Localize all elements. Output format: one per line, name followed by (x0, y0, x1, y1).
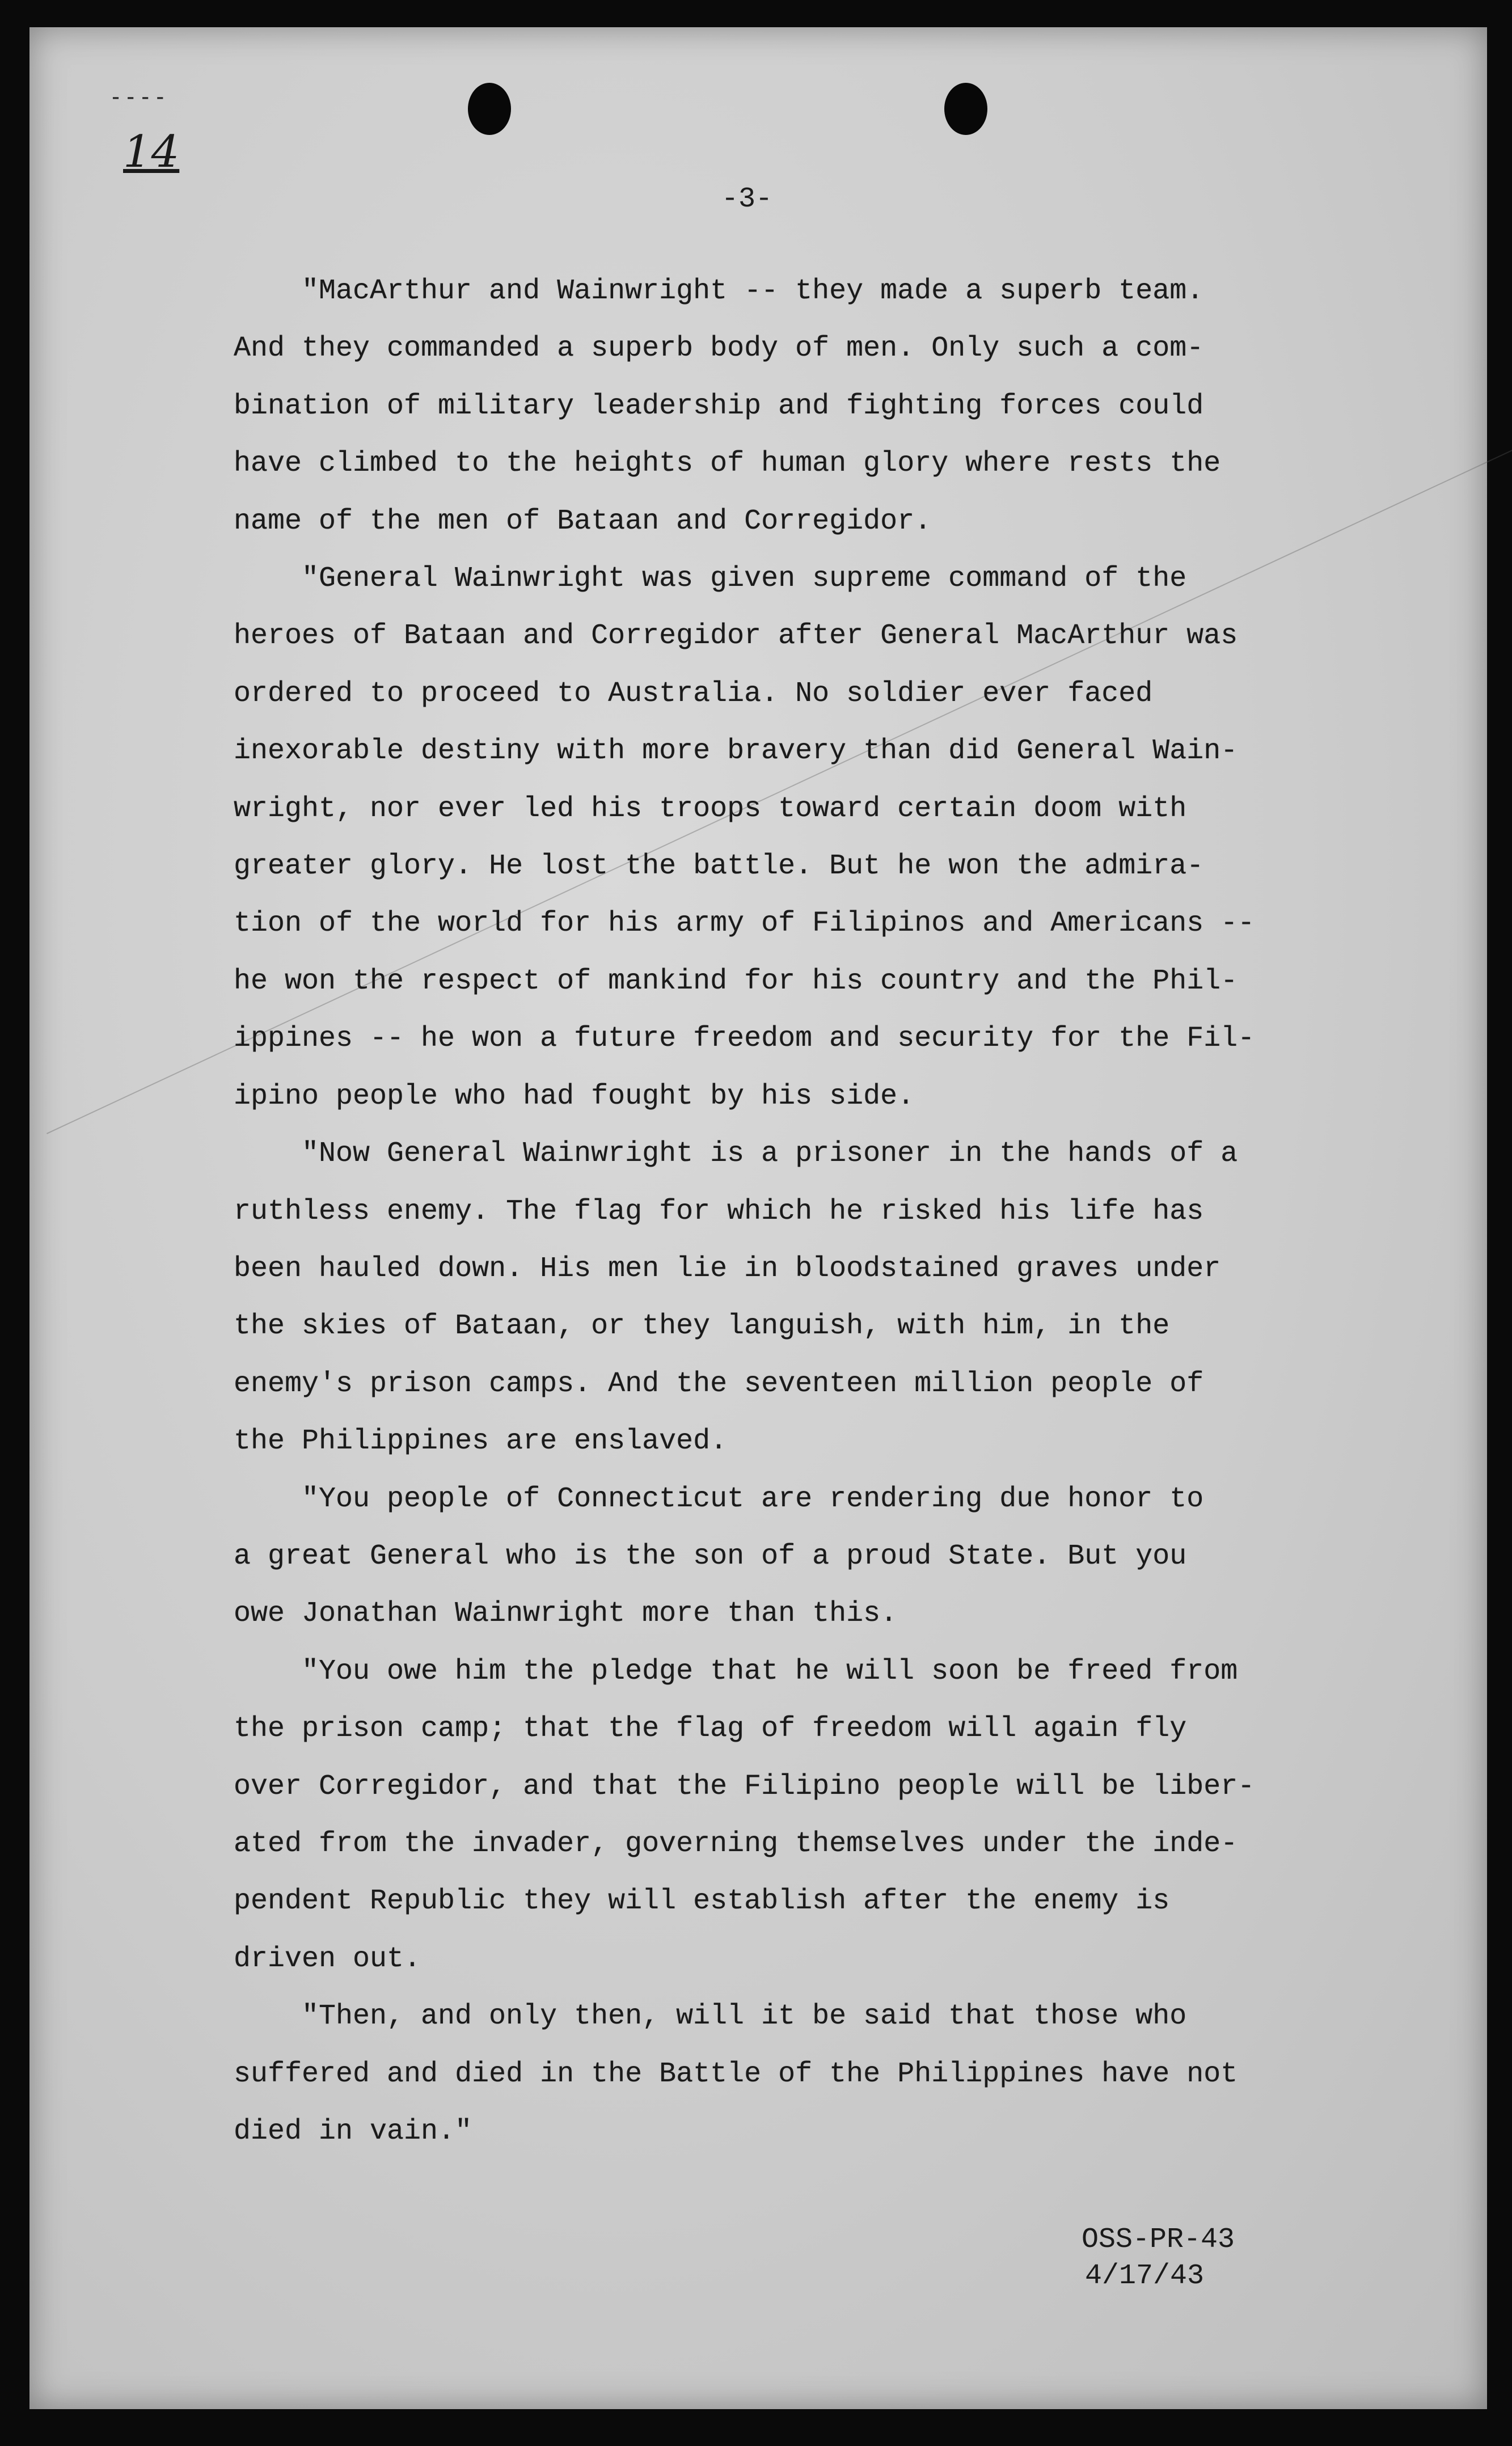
paragraph: "MacArthur and Wainwright -- they made a superb team. And they commanded a superb body of men. Only such a com- bination of military leadership and fighting forces could have climbed to the heights of human glory where rests the name of the men of Bataan and Corregidor. (234, 275, 1221, 538)
footer-code: OSS-PR-43 (1082, 2224, 1235, 2256)
paragraph: "Now General Wainwright is a prisoner in the hands of a ruthless enemy. The flag for which he risked his life has been hauled down. His men lie in bloodstained graves under the skies of Bataan, or they languish, with him, in the enemy's prison camps. And the seventeen million people of the Philippines are enslaved. (234, 1138, 1238, 1458)
paragraph: "You people of Connecticut are rendering due honor to a great General who is the son of a proud State. But you owe Jonathan Wainwright more than this. (234, 1482, 1204, 1630)
punch-hole-right (944, 83, 987, 135)
page-number: -3- (721, 183, 773, 216)
footer-date: 4/17/43 (1085, 2260, 1205, 2292)
paragraph: "You owe him the pledge that he will soon be freed from the prison camp; that the flag of freedom will again fly over Corregidor, and that the Filipino people will be liber- ated from the invader, governing themselves under the inde- pendent Republic they will establish after the enemy is driven out. (234, 1655, 1255, 1975)
punch-hole-left (468, 83, 511, 135)
paragraph: "General Wainwright was given supreme command of the heroes of Bataan and Corregidor after General MacArthur was ordered to proceed to Australia. No soldier ever faced inexorable destiny with more bravery than did General Wain- wright, nor ever led his troops toward certain doom with greater glory. He lost the battle. But he won the admira- tion of the world for his army of Filipinos and Americans -- he won the respect of mankind for his country and the Phil- ippines -- he won a future freedom and security for the Fil- ipino people who had fought by his side. (234, 563, 1255, 1113)
handwritten-page-ref: 14 (123, 126, 180, 178)
document-footer (1082, 2222, 1235, 2295)
corner-marks: ---- (109, 84, 168, 110)
body-text (234, 263, 1283, 2160)
paragraph: "Then, and only then, will it be said that those who suffered and died in the Battle of the Philippines have not died in vain." (234, 2000, 1238, 2148)
document-page (29, 27, 1487, 2409)
